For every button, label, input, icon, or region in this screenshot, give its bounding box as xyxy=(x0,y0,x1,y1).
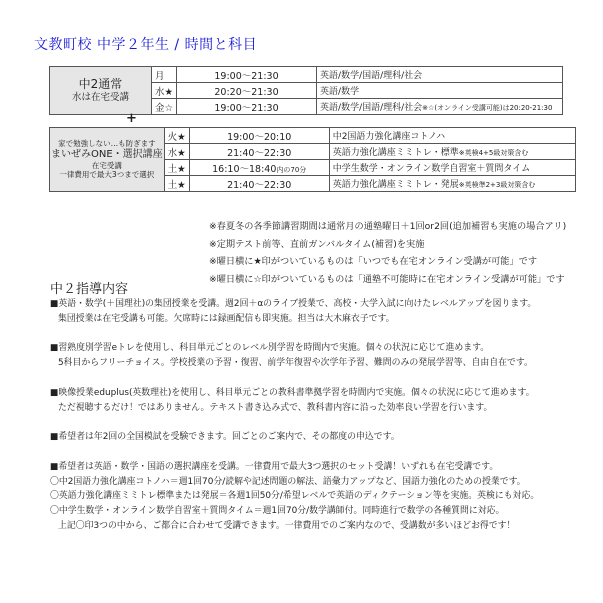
guidance-line: ■映像授業eduplus(英数理社)を使用し、科目単元ごとの教科書準拠学習を時間内で実施。個々の状況に応じて進めます。 xyxy=(50,387,535,398)
optional-group-mode: 在宅受講 xyxy=(91,161,122,171)
guidance-line: ただ視聴するだけ！ではありません。テキスト書き込み式で、教科書内容に沿った効率良い学習を行います。 xyxy=(58,402,493,413)
subjects-note: ※☆(オンライン受講可能)は20:20-21:30 xyxy=(422,104,553,112)
optional-group-price-note: 一律費用で最大3つまで選択 xyxy=(59,170,155,180)
day-cell: 火★ xyxy=(164,128,189,144)
note-line: ※定期テスト前等、直前ガンバルタイム(補習)を実施 xyxy=(209,238,425,250)
guidance-paragraph xyxy=(50,341,580,371)
guidance-heading: 中２指導内容 xyxy=(50,282,129,297)
time-cell: 19:00〜21:30 xyxy=(177,67,317,83)
regular-group-cell xyxy=(50,67,152,115)
time-cell: 21:40〜22:30 xyxy=(189,176,329,192)
day-cell: 土★ xyxy=(164,176,189,192)
subjects-cell: 英語/数学/国語/理科/社会 xyxy=(317,67,563,83)
day-cell: 水★ xyxy=(164,144,189,160)
optional-group-cell xyxy=(50,128,165,192)
subjects-text: 英語力強化講座ミミトレ・発展 xyxy=(332,180,459,190)
subjects-cell: 英語/数学 xyxy=(317,83,563,99)
guidance-line: ■希望者は英語・数学・国語の選択講座を受講。一律費用で最大3つ選択のセット受講！いずれも在宅受講です。 xyxy=(50,461,499,472)
guidance-line: 上記〇印3つの中から、ご都合に合わせて受講できます。一律費用でのご案内なので、受講数が多いほどお得です！ xyxy=(58,520,516,531)
guidance-line: 〇中学生数学・オンライン数学自習室＋質問タイム＝週1回70分/数学講師付。同時進行で数学の各種質問に対応。 xyxy=(50,506,505,517)
subjects-cell xyxy=(329,144,575,160)
schedule-notes xyxy=(209,218,566,288)
subjects-cell: 中2国語力強化講座コトノハ xyxy=(329,128,575,144)
day-cell: 水★ xyxy=(152,83,177,99)
regular-group-note: 水は在宅受講 xyxy=(71,92,129,104)
subjects-cell xyxy=(317,99,563,115)
guidance-paragraph xyxy=(50,430,580,445)
note-line: ※曜日横に★印がついているものは「いつでも在宅オンライン受講が可能」です xyxy=(209,256,538,268)
guidance-line: ■英語・数学(＋国理社)の集団授業を受講。週2回＋αのライブ授業で、高校・大学入試に向けたレベルアップを図ります。 xyxy=(50,299,537,309)
regular-group-title: 中2通常 xyxy=(78,77,123,92)
table-row xyxy=(50,67,563,83)
subjects-note: ※英検準2+3級対策含む xyxy=(458,181,536,189)
time-text: 16:10〜18:40 xyxy=(212,163,277,175)
page-title: 文教町校 中学２年生 / 時間と科目 xyxy=(34,37,258,53)
day-cell: 土★ xyxy=(164,160,189,176)
note-line: ※曜日横に☆印がついているものは「通塾不可能時に在宅オンライン受講が可能」です xyxy=(209,273,565,285)
guidance-paragraph xyxy=(50,386,580,416)
optional-group-title: まいぜみONE・選択講座 xyxy=(51,148,163,160)
subjects-note: ※英検4+5級対策含む xyxy=(458,149,529,157)
guidance-body xyxy=(50,297,580,549)
day-cell: 金☆ xyxy=(152,99,177,115)
table-row xyxy=(50,128,576,144)
subjects-text: 英語/数学/国語/理科/社会 xyxy=(320,103,423,113)
time-cell: 19:00〜20:10 xyxy=(189,128,329,144)
subjects-text: 英語力強化講座ミミトレ・標準 xyxy=(332,148,459,158)
guidance-line: 〇英語力強化講座ミミトレ標準または発展＝各週1回50分/希望レベルで英語のディクテーション等を実施。英検にも対応。 xyxy=(50,491,540,502)
guidance-line: ■習熟度別学習eトレを使用し、科目単元ごとのレベル別学習を時間内で実施。個々の状況に応じて進めます。 xyxy=(50,343,490,354)
subjects-cell: 中学生数学・オンライン数学自習室＋質問タイム xyxy=(329,160,575,176)
regular-schedule-table xyxy=(49,66,563,115)
time-cell: 21:40〜22:30 xyxy=(189,144,329,160)
guidance-line: 集団授業は在宅受講も可能。欠席時には録画配信も即実施。担当は大木麻衣子です。 xyxy=(58,313,395,324)
guidance-line: 5科目からフリーチョイス。学校授業の予習・復習、前学年復習や次学年予習、難問のみの発展学習等、自由自在です。 xyxy=(58,358,533,369)
guidance-paragraph xyxy=(50,460,580,534)
note-line: ※春夏冬の各季節講習期間は通常月の通塾曜日＋1回or2回(追加補習も実施の場合アリ) xyxy=(209,221,567,232)
optional-group-tagline: 家で勉強しない…も防ぎます xyxy=(58,139,156,149)
time-cell: 19:00〜21:30 xyxy=(177,99,317,115)
time-cell xyxy=(189,160,329,176)
plus-sign: + xyxy=(126,111,137,126)
time-cell: 20:20〜21:30 xyxy=(177,83,317,99)
optional-schedule-table xyxy=(49,127,576,192)
guidance-line: ■希望者は年2回の全国模試を受験できます。回ごとのご案内で、その都度の申込です。 xyxy=(50,432,400,443)
time-note: 内の70分 xyxy=(276,165,307,174)
subjects-cell xyxy=(329,176,575,192)
day-cell: 月 xyxy=(152,67,177,83)
guidance-line: 〇中2国語力強化講座コトノハ＝週1回70分/読解や記述問題の解法、語彙力アップなど、国語力強化のための授業です。 xyxy=(50,476,526,487)
guidance-paragraph xyxy=(50,297,580,327)
